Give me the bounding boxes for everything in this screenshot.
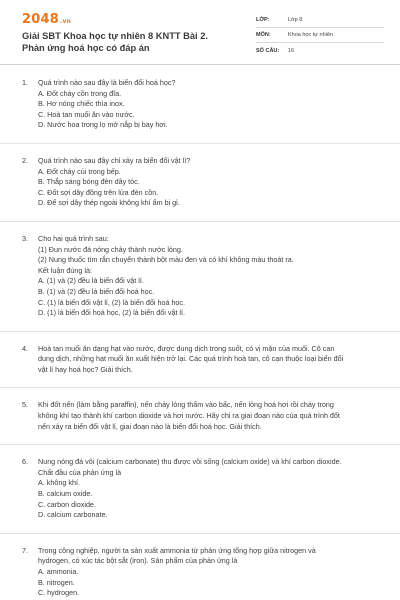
meta-value: Lớp 8: [288, 17, 303, 23]
question-line: D. Nước hoa trong lọ mở nắp bị bay hơi.: [38, 120, 168, 130]
question-divider: [0, 533, 400, 534]
meta-key: MÔN:: [256, 32, 271, 38]
question-list: [0, 78, 400, 599]
question-line: D. calcium carbonate.: [38, 510, 108, 520]
question-number: 5.: [22, 400, 28, 410]
question-line: C. Hoà tan muối ăn vào nước.: [38, 109, 135, 119]
question-line: A. ammonia.: [38, 567, 79, 576]
question-line: A. Đốt cháy cồn trong đĩa.: [38, 88, 122, 98]
question-line: A. (1) và (2) đều là biến đổi vật lí.: [38, 276, 144, 286]
question-text: Quá trình nào sau đây chỉ xảy ra biến đổi vật lí?: [38, 155, 191, 165]
meta-value: 16: [288, 47, 295, 54]
question-number: 1.: [22, 78, 28, 87]
question-divider: [0, 444, 400, 445]
question-line: B. calcium oxide.: [38, 489, 93, 499]
logo-text: 2048: [22, 12, 59, 27]
meta-key: SỐ CÂU:: [256, 47, 280, 54]
question-number: 2.: [22, 155, 28, 165]
header-divider: [0, 64, 400, 65]
question-line: Chất đầu của phản ứng là: [38, 467, 122, 477]
question-divider: [0, 331, 400, 332]
meta-row-count: [256, 43, 384, 58]
question-line: không khí tạo thành khí carbon dioxide và hơi nước. Hãy chỉ ra giai đoạn nào của quá trình đốt: [38, 411, 340, 421]
question-line: A. Đốt cháy củi trong bếp.: [38, 166, 121, 176]
question-text: Cho hai quá trình sau:: [38, 233, 109, 243]
question-divider: [0, 221, 400, 222]
question-line: dung dịch, những hạt muối ăn xuất hiện trở lại. Các quá trình hoà tan, cô cạn thuộc loại biến đổi: [38, 354, 344, 364]
question-text: Quá trình nào sau đây là biến đổi hoá học?: [38, 78, 176, 87]
question-line: hydrogen, có xúc tác bột sắt (iron). Sản phẩm của phản ứng là: [38, 556, 238, 566]
question-line: D. (1) là biến đổi hoá học, (2) là biến đổi vật lí.: [38, 308, 186, 318]
question-item: [0, 546, 400, 599]
question-line: A. không khí.: [38, 478, 80, 488]
question-line: B. (1) và (2) đều là biến đổi hoá học.: [38, 286, 155, 296]
question-item: [0, 344, 400, 376]
question-number: 6.: [22, 457, 28, 467]
question-line: D. Để sợi dây thép ngoài không khí ẩm bị gỉ.: [38, 198, 180, 208]
question-item: [0, 156, 400, 209]
question-divider: [0, 387, 400, 388]
question-line: (2) Nung thuốc tím rắn chuyển thành bột màu đen và có khí không màu thoát ra.: [38, 255, 294, 265]
question-item: [0, 457, 400, 521]
question-number: 4.: [22, 343, 28, 353]
page-header: [0, 0, 400, 64]
question-line: Kết luận đúng là:: [38, 265, 92, 275]
question-line: B. nitrogen.: [38, 577, 75, 587]
question-divider: [0, 143, 400, 144]
question-number: 7.: [22, 545, 28, 555]
question-line: nến xảy ra biến đổi vật lí, giai đoạn nào là biến đổi hoá học. Giải thích.: [38, 421, 262, 431]
question-line: C. Đốt sợi dây đồng trên lửa đèn cồn.: [38, 187, 159, 197]
logo-suffix: .vn: [59, 18, 72, 25]
meta-value: Khoa học tự nhiên: [288, 32, 333, 38]
question-line: B. Thắp sáng bóng đèn dây tóc.: [38, 177, 140, 187]
question-line: vật lí hay hoá học? Giải thích.: [38, 364, 133, 374]
question-text: Trong công nghiệp, người ta sản xuất ammonia từ phản ứng tổng hợp giữa nitrogen và: [38, 545, 316, 555]
meta-table: [256, 13, 384, 58]
page-title: Giải SBT Khoa học tự nhiên 8 KNTT Bài 2. Phản ứng hoá học có đáp án: [22, 31, 208, 53]
question-line: C. carbon dioxide.: [38, 499, 96, 509]
question-line: B. Hơ nóng chiếc thìa inox.: [38, 99, 125, 109]
meta-row-subject: [256, 28, 384, 43]
question-line: C. (1) là biến đổi vật lí, (2) là biến đổi hoá học.: [38, 297, 186, 307]
question-item: [0, 78, 400, 131]
question-text: Khi đốt nến (làm bằng paraffin), nến chảy lỏng thấm vào bấc, nến lỏng hoá hơi rồi cháy trong: [38, 400, 334, 410]
meta-row-class: [256, 13, 384, 28]
question-line: C. hydrogen.: [38, 588, 80, 598]
question-text: Nung nóng đá vôi (calcium carbonate) thu được vôi sống (calcium oxide) và khí carbon dioxide.: [38, 457, 342, 467]
question-item: [0, 400, 400, 432]
question-item: [0, 234, 400, 319]
question-text: Hoà tan muối ăn dạng hạt vào nước, được dung dịch trong suốt, có vị mặn của muối. Cô can: [38, 343, 335, 353]
question-number: 3.: [22, 233, 28, 243]
meta-key: LỚP:: [256, 17, 270, 23]
question-line: (1) Đun nước đá nóng chảy thành nước lỏng.: [38, 244, 183, 254]
